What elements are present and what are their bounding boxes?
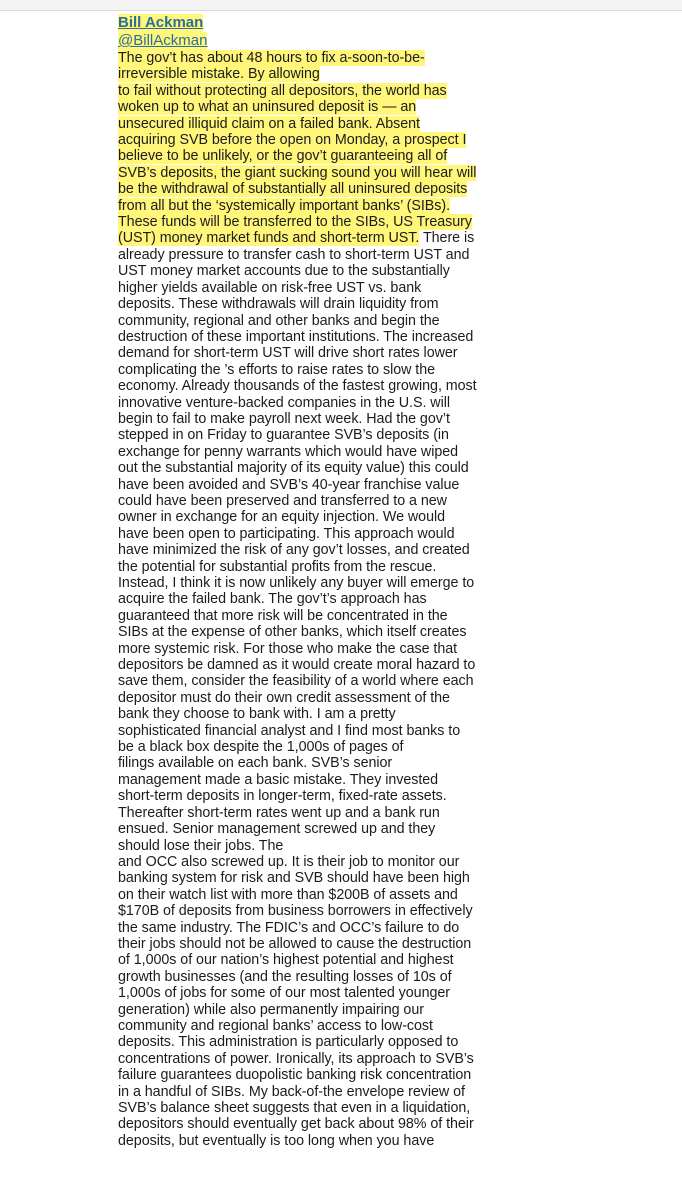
text-line: be a black box despite the 1,000s of pages of bbox=[118, 739, 404, 756]
text-line: destruction of these important institutions. The increased bbox=[118, 328, 474, 345]
text-line: SIBs at the expense of other banks, which itself creates bbox=[118, 624, 467, 641]
text-line: innovative venture-backed companies in the U.S. will bbox=[118, 394, 450, 411]
text-line: stepped in on Friday to guarantee SVB’s deposits (in bbox=[118, 427, 449, 444]
text-line: community and regional banks’ access to low-cost bbox=[118, 1017, 433, 1034]
text-line bbox=[118, 66, 444, 82]
text-line: 1,000s of jobs for some of our most talented younger bbox=[118, 985, 450, 1002]
text-line bbox=[118, 82, 447, 99]
text-line bbox=[118, 148, 448, 165]
text-line bbox=[118, 230, 475, 247]
post-body bbox=[118, 50, 477, 1149]
text-line bbox=[118, 164, 477, 181]
text-line bbox=[118, 197, 451, 214]
plain-passage bbox=[118, 246, 477, 1149]
highlighted-text: woken up to what an uninsured deposit is — an bbox=[118, 99, 417, 116]
author-handle-link[interactable]: @BillAckman bbox=[118, 32, 208, 49]
text-line: on their watch list with more than $200B of assets and bbox=[118, 886, 458, 903]
text-line: deposits. These withdrawals will drain liquidity from bbox=[118, 296, 439, 313]
text-line: their jobs should not be allowed to cause the destruction bbox=[118, 935, 472, 952]
text-line: the same industry. The FDIC’s and OCC’s failure to do bbox=[118, 919, 460, 936]
text-line: and OCC also screwed up. It is their job to monitor our bbox=[118, 853, 460, 870]
text-line: higher yields available on risk-free UST vs. bank bbox=[118, 279, 422, 296]
text-line: acquire the failed bank. The gov’t’s approach has bbox=[118, 591, 427, 608]
highlighted-text: unsecured illiquid claim on a failed bank. Absent bbox=[118, 115, 420, 132]
highlighted-text: from all but the ‘systemically important banks’ (SIBs). bbox=[118, 197, 451, 214]
text-line bbox=[118, 50, 444, 66]
text-line: depositor must do their own credit assessment of the bbox=[118, 689, 450, 706]
highlighted-text: The gov’t has about 48 hours to fix a-soon-to-be- bbox=[118, 50, 425, 66]
text-line: have been open to participating. This approach would bbox=[118, 525, 455, 542]
text-line: demand for short-term UST will drive short rates lower bbox=[118, 345, 458, 362]
highlighted-text: to fail without protecting all depositors, the world has bbox=[118, 82, 447, 99]
highlighted-text: irreversible mistake. By allowing bbox=[118, 66, 320, 83]
text-line: deposits. This administration is particularly opposed to bbox=[118, 1034, 459, 1051]
text-line: economy. Already thousands of the fastest growing, most bbox=[118, 378, 477, 395]
highlighted-text: SVB’s deposits, the giant sucking sound you will hear will bbox=[118, 164, 477, 181]
text-line: Thereafter short-term rates went up and a bank run bbox=[118, 804, 440, 821]
text-line: begin to fail to make payroll next week. Had the gov’t bbox=[118, 410, 450, 427]
text-line: in a handful of SIBs. My back-of-the envelope review of bbox=[118, 1083, 465, 1100]
highlighted-text: These funds will be transferred to the SIBs, US Treasury bbox=[118, 214, 472, 231]
text-line: Instead, I think it is now unlikely any buyer will emerge to bbox=[118, 575, 475, 591]
text-line: have been avoided and SVB’s 40-year franchise value bbox=[118, 476, 460, 493]
text-line: save them, consider the feasibility of a world where each bbox=[118, 673, 474, 690]
text-line: community, regional and other banks and begin the bbox=[118, 312, 440, 329]
text-line: sophisticated financial analyst and I find most banks to bbox=[118, 722, 461, 739]
text-line: of 1,000s of our nation’s highest potential and highest bbox=[118, 952, 454, 969]
text-line: guaranteed that more risk will be concentrated in the bbox=[118, 607, 448, 624]
text-line: out the substantial majority of its equity value) this could bbox=[118, 460, 469, 477]
text-line bbox=[118, 99, 444, 115]
text-line bbox=[118, 214, 472, 231]
text-line: deposits, but eventually is too long when you have bbox=[118, 1132, 435, 1149]
post-container bbox=[118, 14, 477, 1149]
text-line: should lose their jobs. The bbox=[118, 837, 284, 854]
text-line: SVB’s balance sheet suggests that even in a liquidation, bbox=[118, 1100, 471, 1116]
highlighted-text: be the withdrawal of substantially all uninsured deposits bbox=[118, 181, 468, 198]
text-line: bank they choose to bank with. I am a pretty bbox=[118, 706, 396, 723]
highlighted-passage bbox=[118, 50, 477, 231]
author-name-link[interactable]: Bill Ackman bbox=[118, 14, 204, 31]
text-line: more systemic risk. For those who make the case that bbox=[118, 640, 458, 657]
highlighted-text: believe to be unlikely, or the gov’t guaranteeing all of bbox=[118, 148, 448, 165]
text-line: management made a basic mistake. They invested bbox=[118, 771, 439, 788]
highlighted-text: (UST) money market funds and short-term UST. bbox=[118, 230, 420, 247]
text-line: short-term deposits in longer-term, fixed-rate assets. bbox=[118, 788, 447, 805]
text-line: $170B of deposits from business borrowers in effectively bbox=[118, 903, 473, 920]
text-line bbox=[118, 132, 467, 149]
text-line: filings available on each bank. SVB’s senior bbox=[118, 755, 393, 772]
highlighted-text: acquiring SVB before the open on Monday, a prospect I bbox=[118, 132, 467, 149]
text-line: depositors be damned as it would create moral hazard to bbox=[118, 657, 476, 674]
text-line: failure guarantees duopolistic banking risk concentration bbox=[118, 1067, 472, 1084]
text-line: depositors should eventually get back about 98% of their bbox=[118, 1116, 474, 1133]
text-line: the potential for substantial profits from the rescue. bbox=[118, 558, 437, 575]
plain-text: There is bbox=[419, 230, 475, 247]
text-line: growth businesses (and the resulting losses of 10s of bbox=[118, 968, 452, 985]
text-line: concentrations of power. Ironically, its approach to SVB’s bbox=[118, 1050, 474, 1067]
text-line: ensued. Senior management screwed up and they bbox=[118, 821, 436, 838]
text-line: have minimized the risk of any gov’t losses, and created bbox=[118, 542, 470, 559]
text-line: complicating the ’s efforts to raise rates to slow the bbox=[118, 361, 436, 378]
top-toolbar-edge bbox=[0, 0, 682, 11]
text-line bbox=[118, 181, 468, 198]
text-line: generation) while also permanently impairing our bbox=[118, 1001, 424, 1018]
text-line bbox=[118, 116, 444, 132]
text-line: exchange for penny warrants which would have wiped bbox=[118, 443, 459, 460]
text-line: already pressure to transfer cash to short-term UST and bbox=[118, 246, 470, 263]
text-line: owner in exchange for an equity injection. We would bbox=[118, 509, 446, 526]
text-line: banking system for risk and SVB should have been high bbox=[118, 870, 470, 887]
text-line: could have been preserved and transferred to a new bbox=[118, 492, 447, 509]
text-line: UST money market accounts due to the substantially bbox=[118, 263, 450, 280]
